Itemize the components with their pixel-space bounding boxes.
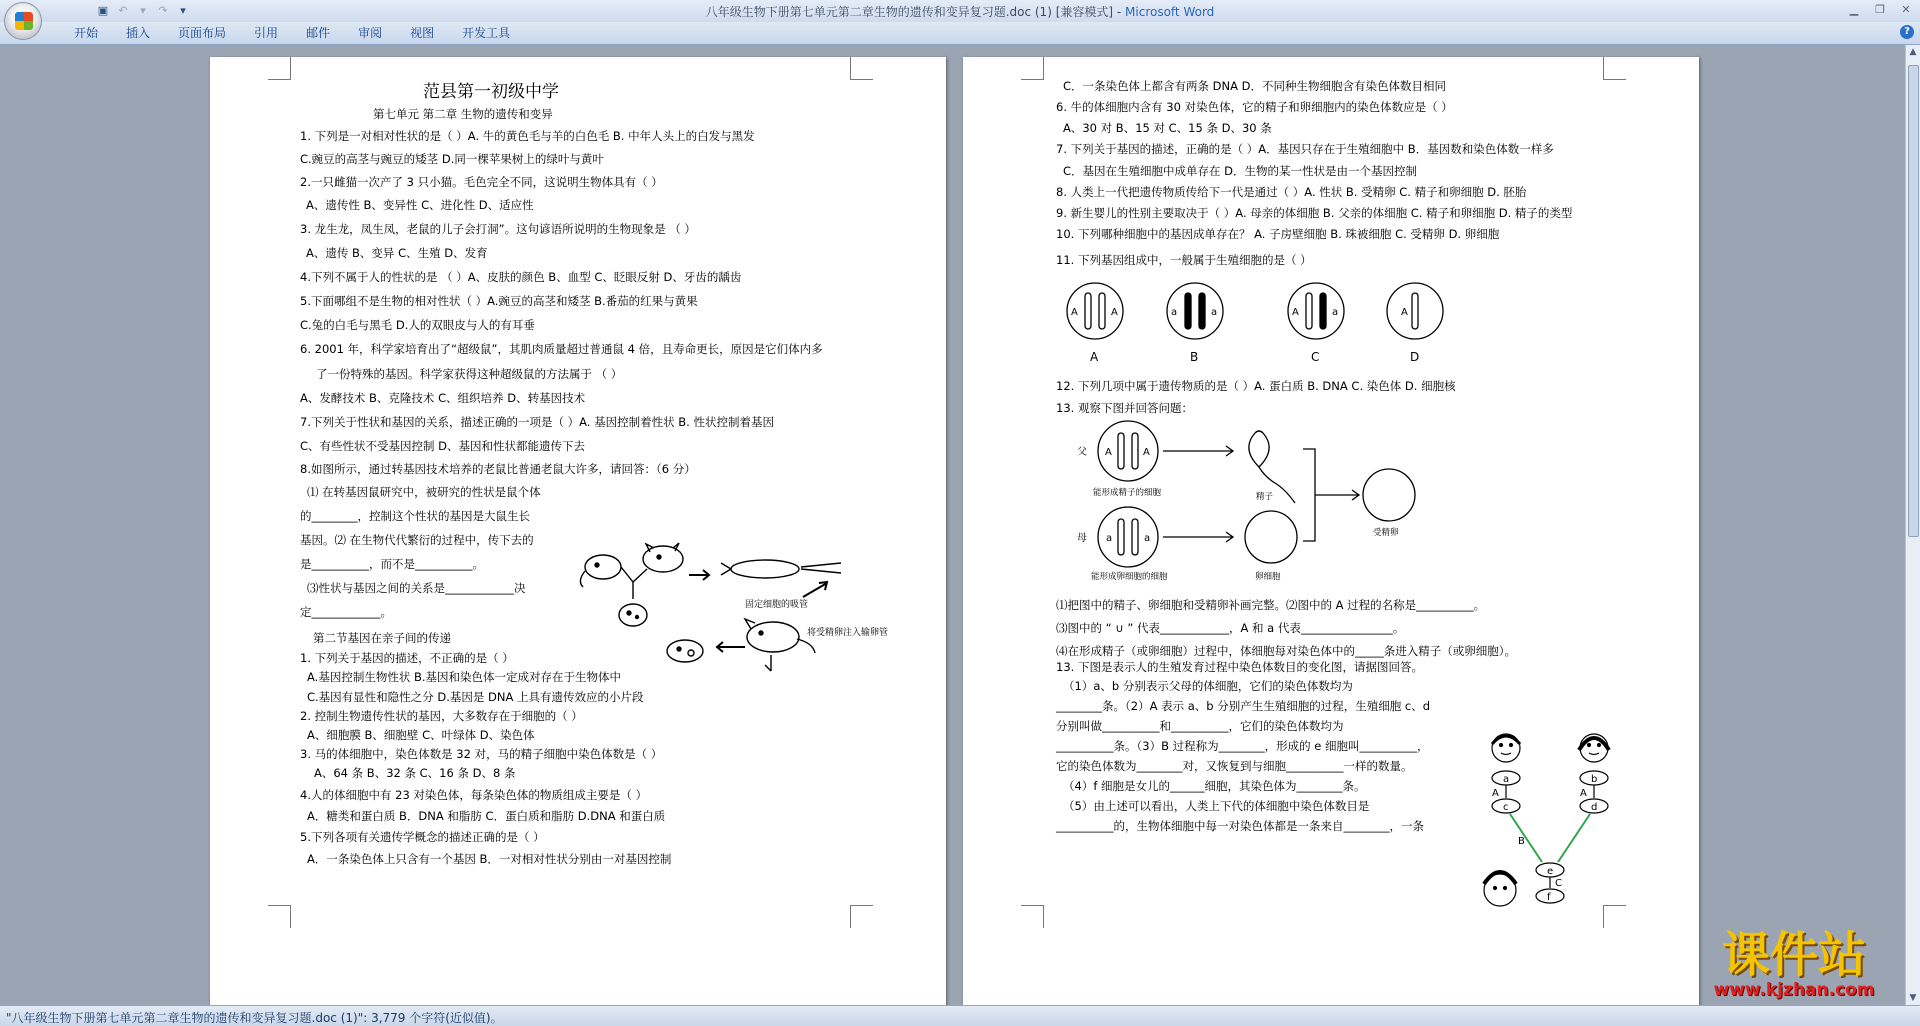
gene-label: a	[1171, 307, 1178, 318]
text-line: （1）a、b 分别表示父母的体细胞，它们的染色体数均为	[1063, 679, 1353, 693]
text-line: C.基因有显性和隐性之分 D.基因是 DNA 上具有遗传效应的小片段	[307, 690, 644, 704]
scrollbar-thumb[interactable]	[1908, 65, 1919, 537]
figure-label: 固定细胞的吸管	[745, 600, 809, 610]
tab-references[interactable]: 引用	[254, 26, 279, 40]
text-line: C．基因在生殖细胞中成单存在 D．生物的某一性状是由一个基因控制	[1063, 164, 1418, 178]
text-line: （4）f 细胞是女儿的______细胞，其染色体为________条。	[1063, 779, 1366, 793]
cell-label: 受精卵	[1373, 528, 1399, 538]
text-line: A、发酵技术 B、克隆技术 C、组织培养 D、转基因技术	[300, 391, 586, 405]
text-line: A、30 对 B、15 对 C、15 条 D、30 条	[1063, 121, 1272, 135]
text-line: C.兔的白毛与黑毛 D.人的双眼皮与人的有耳垂	[300, 318, 535, 332]
transgenic-mouse-figure	[575, 527, 889, 687]
text-line: 13. 下图是表示人的生殖发育过程中染色体数目的变化图，请据图回答。	[1056, 660, 1423, 674]
text-line: （5）由上述可以看出，人类上下代的体细胞中染色体数目是	[1063, 799, 1370, 813]
cell-label: a	[1503, 774, 1510, 785]
scroll-up-icon[interactable]: ▲	[1909, 47, 1917, 57]
text-line: 2. 控制生物遗传性状的基因，大多数存在于细胞的（ ）	[300, 709, 583, 723]
family-chromosome-diagram	[1466, 732, 1666, 932]
restore-icon[interactable]: ❐	[1875, 3, 1885, 16]
chapter-title: 第七单元 第二章 生物的遗传和变异	[373, 107, 553, 121]
text-line: 8. 人类上一代把遗传物质传给下一代是通过（ ）A. 性状 B. 受精卵 C. 精子和卵细胞 D. 胚胎	[1056, 185, 1527, 199]
gene-label: A	[1143, 447, 1150, 458]
gene-label: A	[1111, 307, 1118, 318]
text-line: 13. 观察下图并回答问题：	[1056, 401, 1193, 415]
gene-label: A	[1071, 307, 1078, 318]
cell-label: 能形成卵细胞的细胞	[1091, 572, 1168, 582]
option-label: C	[1311, 350, 1320, 364]
title-bar	[0, 0, 1920, 22]
text-line: 3. 龙生龙，凤生凤，老鼠的儿子会打洞”。这句谚语所说明的生物现象是 （ ）	[300, 222, 696, 236]
figure-label: 将受精卵注入输卵管	[807, 628, 889, 638]
crop-mark	[850, 905, 873, 928]
process-label: B	[1518, 836, 1525, 847]
cell-label: 卵细胞	[1255, 572, 1281, 582]
text-line: __________条。（3）B 过程称为________，形成的 e 细胞叫__________，	[1056, 739, 1429, 753]
scroll-down-icon[interactable]: ▼	[1909, 993, 1917, 1003]
cell-label: f	[1547, 892, 1551, 903]
cell-label: 能形成精子的细胞	[1093, 488, 1162, 498]
school-title: 范县第一初级中学	[423, 82, 559, 102]
parent-label: 母	[1077, 533, 1087, 544]
text-line: ________条。（2）A 表示 a、b 分别产生生殖细胞的过程，生殖细胞 c、d	[1056, 699, 1431, 713]
cell-label: b	[1591, 774, 1598, 785]
customize-qat-icon[interactable]: ▾	[180, 4, 186, 17]
tab-review[interactable]: 审阅	[358, 26, 383, 40]
text-line: A、遗传性 B、变异性 C、进化性 D、适应性	[306, 198, 534, 212]
option-label: D	[1410, 350, 1420, 364]
tab-home[interactable]: 开始	[74, 26, 99, 40]
redo-icon[interactable]: ↷	[158, 4, 168, 17]
text-line: 11. 下列基因组成中，一般属于生殖细胞的是（ ）	[1056, 253, 1312, 267]
text-line: A、细胞膜 B、细胞壁 C、叶绿体 D、染色体	[307, 728, 535, 742]
tab-insert[interactable]: 插入	[126, 26, 151, 40]
text-line: __________的，生物体细胞中每一对染色体都是一条来自________，一条	[1056, 819, 1424, 833]
gene-label: a	[1106, 533, 1113, 544]
watermark-url: www.kjzhan.com	[1713, 980, 1875, 1000]
crop-mark	[268, 905, 291, 928]
text-line: 1. 下列是一对相对性状的是（ ）A. 牛的黄色毛与羊的白色毛 B. 中年人头上的白发与黑发	[300, 129, 755, 143]
text-line: ⑴ 在转基因鼠研究中，被研究的性状是鼠个体	[307, 485, 541, 499]
text-line: 6. 牛的体细胞内含有 30 对染色体，它的精子和卵细胞内的染色体数应是（ ）	[1056, 100, 1453, 114]
text-line: 7. 下列关于基因的描述，正确的是（ ）A．基因只存在于生殖细胞中 B．基因数和染色体数一样多	[1056, 142, 1554, 156]
cell-label: e	[1547, 866, 1554, 877]
text-line: ⑶图中的 “ ∪ ” 代表____________，A 和 a 代表________________。	[1056, 621, 1405, 635]
office-button[interactable]	[4, 2, 42, 40]
option-label: B	[1190, 350, 1199, 364]
text-line: C.豌豆的高茎与豌豆的矮茎 D.同一棵苹果树上的绿叶与黄叶	[300, 152, 604, 166]
text-line: ⑷在形成精子（或卵细胞）过程中，体细胞每对染色体中的_____条进入精子（或卵细胞）。	[1056, 644, 1516, 658]
site-watermark	[1672, 927, 1916, 1002]
word-count-status[interactable]: "八年级生物下册第七单元第二章生物的遗传和变异复习题.doc (1)": 3,779 个字符(近似值)。	[6, 1011, 503, 1025]
text-line: 它的染色体数为________对，又恢复到与细胞__________一样的数量。	[1056, 759, 1413, 773]
text-line: ⑶性状与基因之间的关系是____________决	[307, 581, 526, 595]
text-line: 4.下列不属于人的性状的是 （ ）A、皮肤的颜色 B、血型 C、眨眼反射 D、牙齿的龋齿	[300, 270, 742, 284]
title-separator: -	[1113, 5, 1126, 19]
text-line: C、有些性状不受基因控制 D、基因和性状都能遗传下去	[300, 439, 586, 453]
vertical-scrollbar[interactable]	[1905, 45, 1920, 1005]
text-line: 基因。⑵ 在生物代代繁衍的过程中，传下去的	[300, 533, 534, 547]
office-logo-icon	[15, 12, 33, 30]
text-line: A.基因控制生物性状 B.基因和染色体一定成对存在于生物体中	[307, 670, 622, 684]
text-line: 10. 下列哪种细胞中的基因成单存在？ A. 子房壁细胞 B. 珠被细胞 C. 受精卵 D. 卵细胞	[1056, 227, 1500, 241]
text-line: A．一条染色体上只含有一个基因 B．一对相对性状分别由一对基因控制	[307, 852, 672, 866]
cell-label: c	[1503, 802, 1509, 813]
minimize-icon[interactable]: ▁	[1849, 3, 1859, 16]
crop-mark	[850, 57, 873, 80]
fertilization-diagram	[1063, 419, 1423, 582]
text-line: 6. 2001 年，科学家培育出了“超级鼠”，其肌肉质量超过普通鼠 4 倍，且寿命更长，原因是它们体内多	[300, 342, 823, 356]
option-label: A	[1090, 350, 1099, 364]
close-icon[interactable]: ✕	[1901, 3, 1911, 16]
cell-label: 精子	[1256, 492, 1274, 502]
text-line: 12. 下列几项中属于遗传物质的是（ ）A. 蛋白质 B. DNA C. 染色体 D. 细胞核	[1056, 379, 1456, 393]
tab-page-layout[interactable]: 页面布局	[178, 26, 227, 40]
text-line: A、64 条 B、32 条 C、16 条 D、8 条	[314, 766, 516, 780]
window-title	[0, 3, 1920, 20]
text-line: ⑴把图中的精子、卵细胞和受精卵补画完整。⑵图中的 A 过程的名称是__________。	[1056, 598, 1486, 612]
undo-dropdown-icon[interactable]: ▾	[140, 4, 146, 17]
window-controls	[1846, 2, 1914, 18]
crop-mark	[1021, 57, 1044, 80]
gene-label: A	[1292, 307, 1299, 318]
text-line: 1. 下列关于基因的描述，不正确的是（ ）	[300, 651, 514, 665]
page-left	[210, 57, 946, 1017]
gene-label: a	[1144, 533, 1151, 544]
text-line: 的________，控制这个性状的基因是大鼠生长	[300, 509, 530, 523]
undo-icon[interactable]: ↶	[118, 4, 128, 17]
tab-view[interactable]: 视图	[410, 26, 435, 40]
help-icon[interactable]: ?	[1900, 25, 1914, 39]
tab-developer[interactable]: 开发工具	[462, 26, 511, 40]
process-label: A	[1580, 788, 1587, 799]
text-line: 定____________。	[300, 605, 392, 619]
gene-label: a	[1211, 307, 1218, 318]
text-line: 8.如图所示，通过转基因技术培养的老鼠比普通老鼠大许多，请回答：（6 分）	[300, 462, 696, 476]
text-line: A、遗传 B、变异 C、生殖 D、发育	[306, 246, 488, 260]
watermark-logo-text: 课件站	[1721, 927, 1866, 983]
text-line: A．糖类和蛋白质 B．DNA 和脂肪 C．蛋白质和脂肪 D.DNA 和蛋白质	[307, 809, 666, 823]
text-line: 9. 新生婴儿的性别主要取决于（ ）A. 母亲的体细胞 B. 父亲的体细胞 C. 精子和卵细胞 D. 精子的类型	[1056, 206, 1573, 220]
app-name: Microsoft Word	[1125, 5, 1215, 19]
text-line: 7.下列关于性状和基因的关系，描述正确的一项是（ ）A. 基因控制着性状 B. 性状控制着基因	[300, 415, 774, 429]
text-line: C．一条染色体上都含有两条 DNA D．不同种生物细胞含有染色体数目相同	[1063, 79, 1447, 93]
save-icon[interactable]: ▣	[97, 4, 109, 17]
q11-cell-diagrams	[1063, 279, 1420, 369]
document-name: 八年级生物下册第七单元第二章生物的遗传和变异复习题.doc (1) [兼容模式]	[705, 5, 1114, 19]
crop-mark	[268, 57, 291, 80]
document-workspace	[0, 45, 1920, 1005]
gene-label: a	[1332, 307, 1339, 318]
crop-mark	[1021, 905, 1044, 928]
text-line: 是__________，而不是__________。	[300, 557, 484, 571]
crop-mark	[1603, 57, 1626, 80]
text-line: 2.一只雌猫一次产了 3 只小猫。毛色完全不同，这说明生物体具有（ ）	[300, 175, 663, 189]
text-line: 分别叫做__________和__________，它们的染色体数均为	[1056, 719, 1344, 733]
text-line: 5.下列各项有关遗传学概念的描述正确的是（ ）	[300, 830, 545, 844]
tab-mailings[interactable]: 邮件	[306, 26, 331, 40]
ribbon-tab-bar	[0, 22, 1920, 45]
process-label: A	[1492, 788, 1499, 799]
cell-label: d	[1591, 802, 1598, 813]
text-line: 了一份特殊的基因。科学家获得这种超级鼠的方法属于 （ ）	[316, 367, 623, 381]
page-right	[963, 57, 1699, 1017]
process-label: C	[1555, 878, 1562, 889]
status-bar	[0, 1005, 1920, 1026]
gene-label: A	[1401, 307, 1408, 318]
text-line: 4.人的体细胞中有 23 对染色体，每条染色体的物质组成主要是（ ）	[300, 788, 648, 802]
text-line: 3. 马的体细胞中，染色体数是 32 对，马的精子细胞中染色体数是（ ）	[300, 747, 663, 761]
parent-label: 父	[1077, 447, 1087, 458]
section-heading: 第二节基因在亲子间的传递	[313, 631, 451, 645]
gene-label: A	[1105, 447, 1112, 458]
text-line: 5.下面哪组不是生物的相对性状（ ）A.豌豆的高茎和矮茎 B.番茄的红果与黄果	[300, 294, 698, 308]
